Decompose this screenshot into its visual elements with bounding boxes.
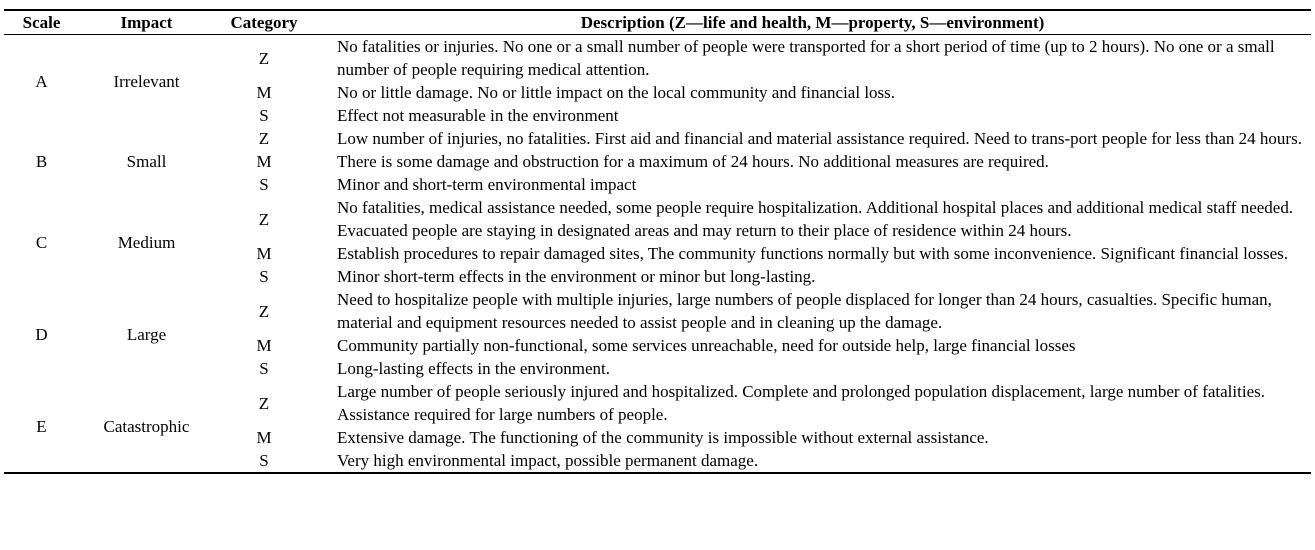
category-cell: S [259, 451, 269, 470]
description-cell: Extensive damage. The functioning of the community is impossible without external assistance. [337, 428, 989, 447]
description-cell: No or little damage. No or little impact on the local community and financial loss. [337, 83, 896, 102]
table-row [4, 196, 1311, 242]
description-cell: Community partially non-functional, some services unreachable, need for outside help, large financial losses [337, 336, 1076, 355]
description-cell: Minor short-term effects in the environment or minor but long-lasting. [337, 267, 816, 286]
table-row [4, 127, 1311, 150]
category-cell: Z [258, 129, 270, 148]
category-cell: Z [258, 301, 270, 321]
category-cell: M [256, 152, 272, 171]
table-row [4, 380, 1311, 426]
description-cell: No fatalities, medical assistance needed, some people require hospitalization. Additional hospital places and additional medical staff needed. Evacuated people are staying in designated areas and may return to their place of residence within 24 hours. [337, 198, 1294, 240]
header-category: Category [230, 13, 298, 32]
scale-cell: B [35, 152, 48, 171]
category-cell: M [256, 336, 272, 355]
category-cell: M [256, 428, 272, 447]
category-cell: S [259, 175, 269, 194]
category-cell: S [259, 359, 269, 378]
table-body [4, 35, 1311, 474]
impact-cell: Large [126, 324, 167, 344]
category-cell: Z [258, 48, 270, 68]
scale-cell: E [36, 416, 47, 436]
scale-cell: D [35, 324, 48, 344]
table-header [4, 10, 1311, 35]
category-cell: S [259, 267, 269, 286]
category-cell: M [256, 244, 272, 263]
category-cell: Z [258, 393, 270, 413]
description-cell: Effect not measurable in the environment [337, 106, 619, 125]
scale-cell: A [35, 71, 48, 91]
description-cell: Very high environmental impact, possible permanent damage. [337, 451, 759, 470]
category-cell: Z [258, 209, 270, 229]
description-cell: Need to hospitalize people with multiple injuries, large numbers of people displaced for longer than 24 hours, casualties. Specific human, material and equipment resources needed to assist people and in cleaning up the damage. [337, 290, 1272, 332]
description-cell: No fatalities or injuries. No one or a small number of people were transported for a short period of time (up to 2 hours). No one or a small number of people requiring medical attention. [337, 37, 1275, 79]
header-scale: Scale [22, 13, 61, 32]
description-cell: Minor and short-term environmental impact [337, 175, 637, 194]
impact-cell: Catastrophic [103, 416, 190, 436]
description-cell: Long-lasting effects in the environment. [337, 359, 611, 378]
impact-cell: Small [126, 152, 167, 171]
category-cell: S [259, 106, 269, 125]
header-impact: Impact [120, 13, 173, 32]
header-description: Description (Z—life and health, M—property, S—environment) [580, 13, 1045, 32]
table-row [4, 35, 1311, 82]
description-cell: Large number of people seriously injured and hospitalized. Complete and prolonged population displacement, large number of fatalities. Assistance required for large numbers of people. [337, 382, 1265, 424]
impact-cell: Irrelevant [113, 71, 180, 91]
category-cell: M [256, 83, 272, 102]
table-row [4, 288, 1311, 334]
description-cell: Low number of injuries, no fatalities. First aid and financial and material assistance required. Need to trans-port people for less than 24 hours. [337, 129, 1302, 148]
description-cell: Establish procedures to repair damaged sites, The community functions normally but with some inconvenience. Significant financial losses. [337, 244, 1288, 263]
impact-scale-table [4, 9, 1311, 474]
description-cell: There is some damage and obstruction for a maximum of 24 hours. No additional measures are required. [337, 152, 1049, 171]
scale-cell: C [35, 232, 48, 252]
impact-cell: Medium [117, 232, 176, 252]
